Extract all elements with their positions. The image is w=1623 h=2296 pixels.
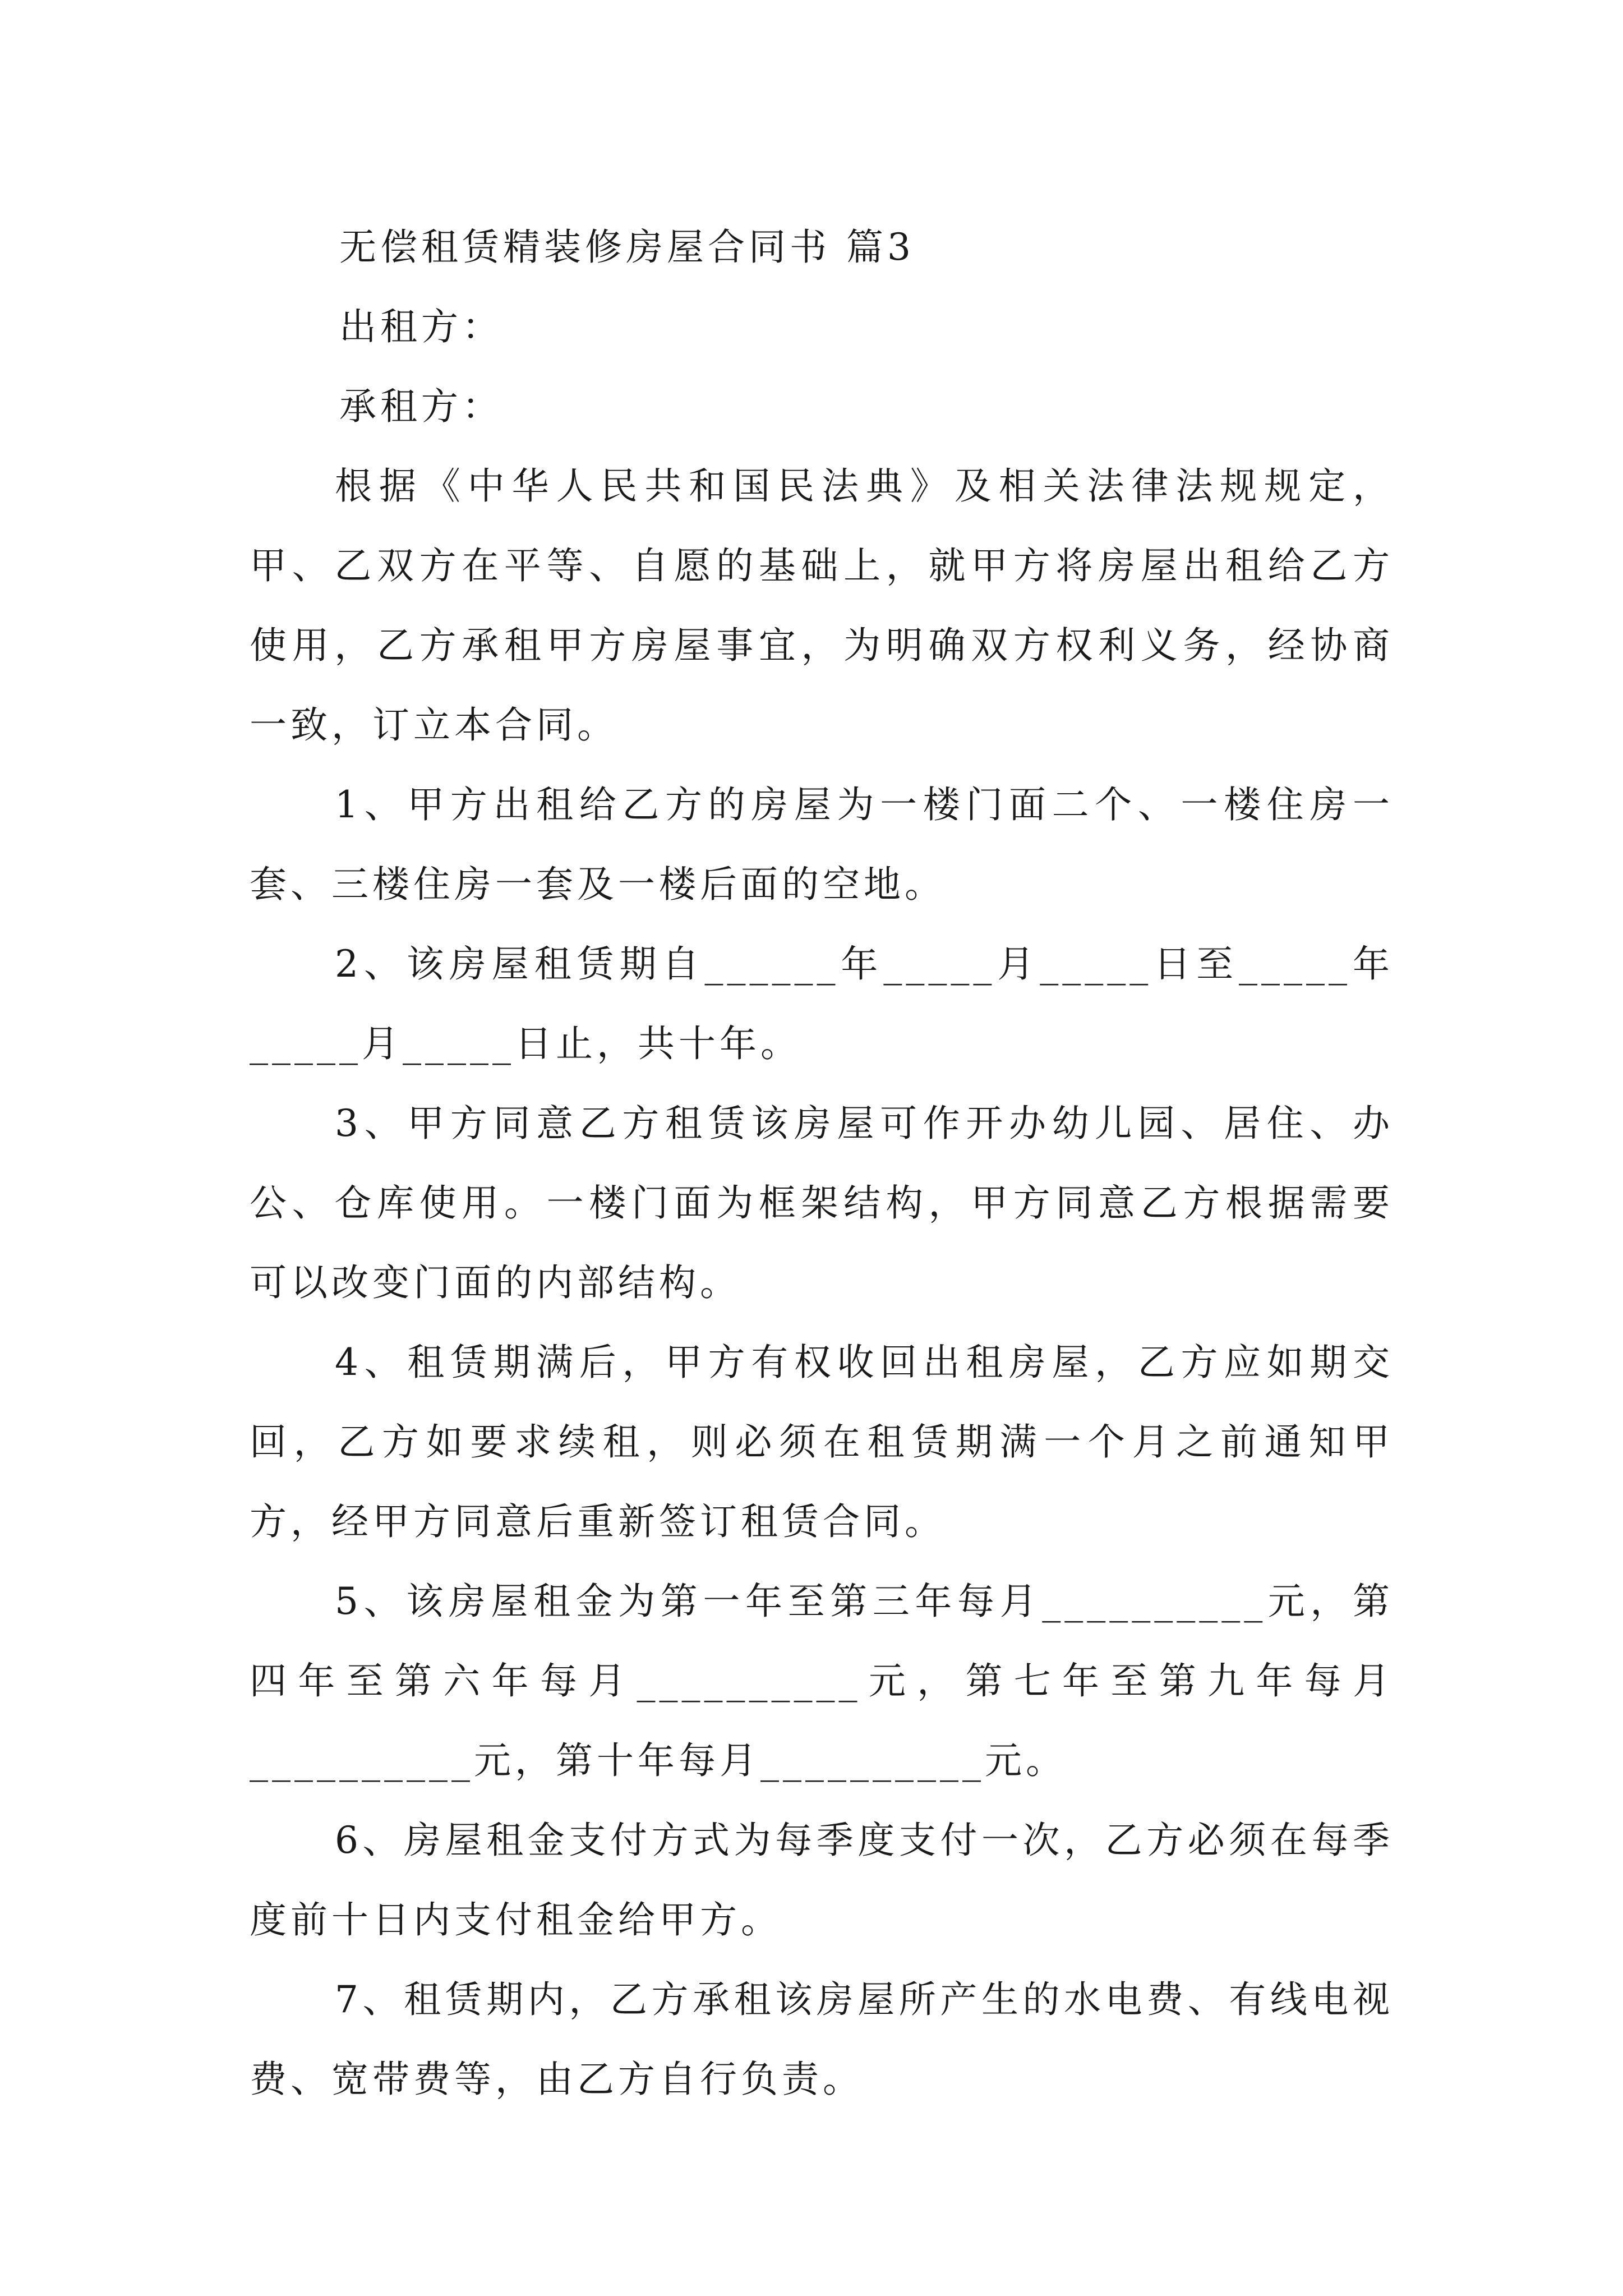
- clause-4: 4、租赁期满后，甲方有权收回出租房屋，乙方应如期交回，乙方如要求续租，则必须在租赁期满一个月之前通知甲方，经甲方同意后重新签订租赁合同。: [250, 1341, 1394, 1543]
- lessor-label: 出租方：: [339, 305, 503, 348]
- document-title: 无偿租赁精装修房屋合同书 篇3: [339, 226, 915, 269]
- contract-body: [250, 208, 1394, 2119]
- clause-1: 1、甲方出租给乙方的房屋为一楼门面二个、一楼住房一套、三楼住房一套及一楼后面的空地。: [250, 783, 1394, 906]
- clause-6: 6、房屋租金支付方式为每季度支付一次，乙方必须在每季度前十日内支付租金给甲方。: [250, 1819, 1394, 1941]
- clause-7: 7、租赁期内，乙方承租该房屋所产生的水电费、有线电视费、宽带费等，由乙方自行负责。: [250, 1978, 1394, 2101]
- clause-2: 2、该房屋租赁期自______年_____月_____日至_____年_____月_____日止，共十年。: [250, 942, 1394, 1065]
- lessee-label: 承租方：: [339, 385, 503, 428]
- clause-5: 5、该房屋租金为第一年至第三年每月__________元，第四年至第六年每月__________元，第七年至第九年每月__________元，第十年每月__________元。: [250, 1580, 1394, 1782]
- clause-3: 3、甲方同意乙方租赁该房屋可作开办幼儿园、居住、办公、仓库使用。一楼门面为框架结构，甲方同意乙方根据需要可以改变门面的内部结构。: [250, 1102, 1394, 1304]
- paragraph-preamble: 根据《中华人民共和国民法典》及相关法律法规规定，甲、乙双方在平等、自愿的基础上，就甲方将房屋出租给乙方使用，乙方承租甲方房屋事宜，为明确双方权利义务，经协商一致，订立本合同。: [250, 464, 1394, 747]
